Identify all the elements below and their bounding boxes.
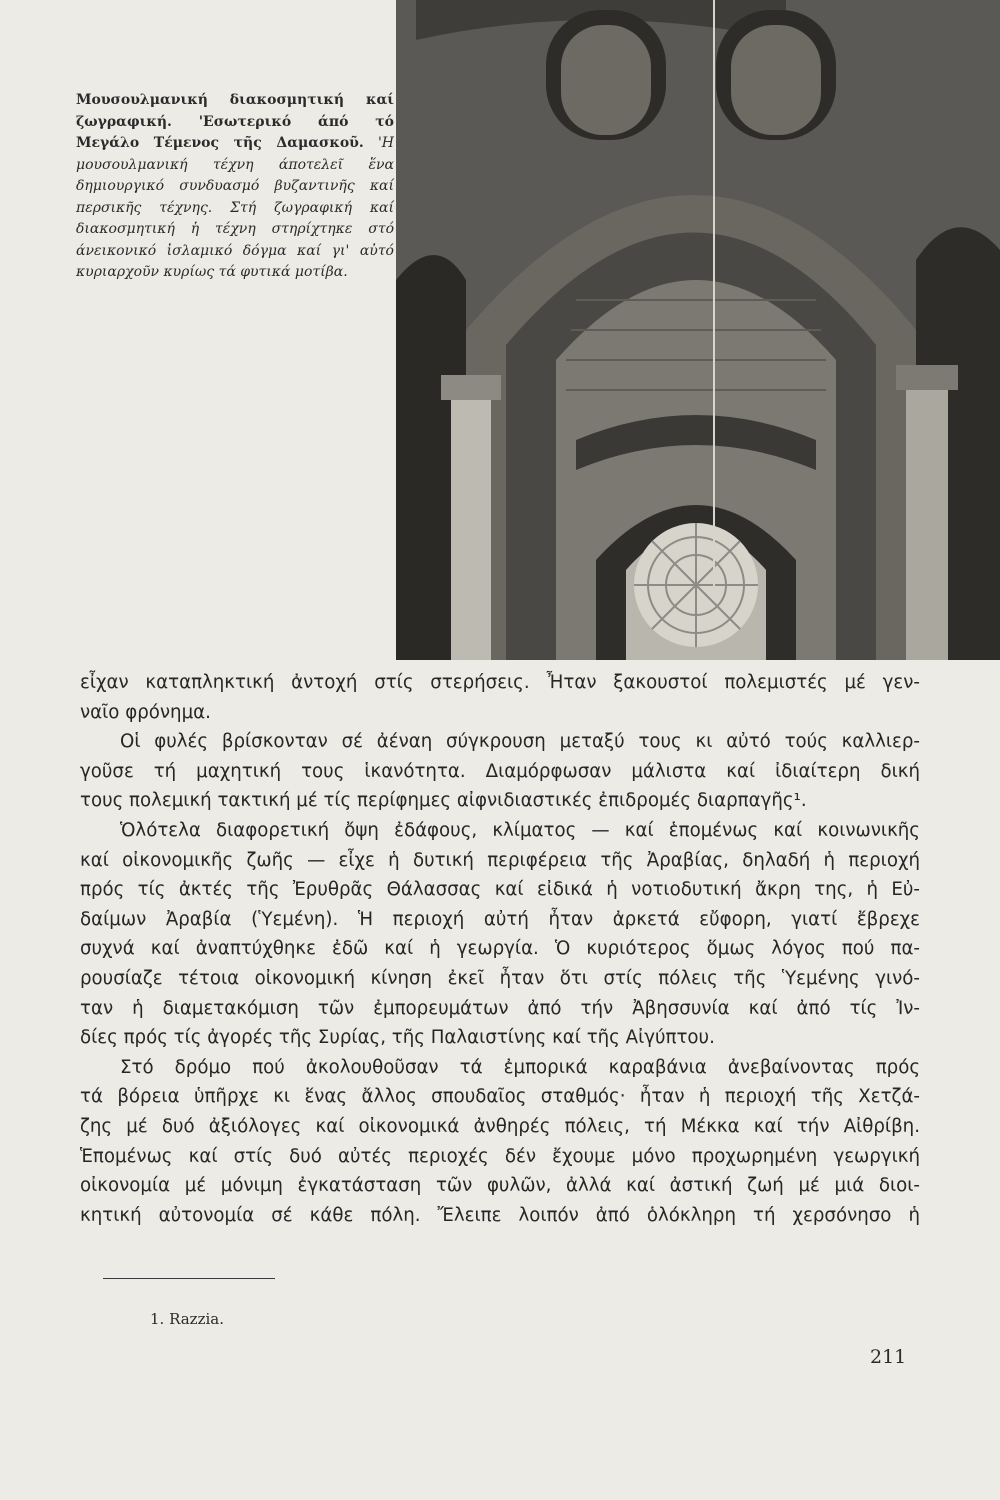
mosque-interior-illustration (396, 0, 1000, 660)
text-line: συχνά καί ἀναπτύχθηκε ἐδῶ καί ἡ γεωργία. Ὁ κυριότερος ὅμως λόγος πού πα- (80, 938, 920, 960)
text-line: καί οἰκονομικῆς ζωῆς — εἶχε ἡ δυτική περιφέρεια τῆς Ἀραβίας, δηλαδή ἡ περιοχή (80, 849, 920, 871)
text-line: ζης μέ δυό ἀξιόλογες καί οἰκονομικά ἀνθηρές πόλεις, τή Μέκκα καί τήν Αἰθρίβη. (80, 1115, 920, 1137)
text-line: ναῖο φρόνημα. (80, 701, 211, 723)
page-number: 211 (870, 1346, 907, 1368)
mosque-interior-photo (396, 0, 1000, 660)
text-line: τους πολεμική τακτική μέ τίς περίφημες αἰφνιδιαστικές ἐπιδρομές διαρπαγῆς¹. (80, 790, 807, 812)
text-line: ταν ἡ διαμετακόμιση τῶν ἐμπορευμάτων ἀπό τήν Ἀβησσυνία καί ἀπό τίς Ἰν- (80, 997, 920, 1019)
text-line: γοῦσε τή μαχητική τους ἱκανότητα. Διαμόρφωσαν μάλιστα καί ἰδιαίτερη δική (80, 760, 920, 782)
text-line: εἶχαν καταπληκτική ἀντοχή στίς στερήσεις. Ἦταν ξακουστοί πολεμιστές μέ γεν- (80, 672, 920, 693)
footnote-divider (103, 1278, 275, 1279)
text-line: κητική αὐτονομία σέ κάθε πόλη. Ἔλειπε λοιπόν ἀπό ὁλόκληρη τή χερσόνησο ἡ (80, 1204, 920, 1226)
text-line: Στό δρόμο πού ἀκολουθοῦσαν τά ἐμπορικά καραβάνια ἀνεβαίνοντας πρός (120, 1056, 920, 1078)
text-line: δίες πρός τίς ἀγορές τῆς Συρίας, τῆς Παλαιστίνης καί τῆς Αἰγύπτου. (80, 1027, 715, 1049)
main-text (80, 668, 920, 1230)
text-line: Ἑπομένως καί στίς δυό αὐτές περιοχές δέν ἔχουμε μόνο προχωρημένη γεωργική (80, 1145, 920, 1167)
photo-caption (76, 90, 394, 284)
text-line: Ὁλότελα διαφορετική ὄψη ἐδάφους, κλίματος — καί ἑπομένως καί κοινωνικῆς (120, 819, 920, 841)
text-line: τά βόρεια ὑπῆρχε κι ἕνας ἄλλος σπουδαῖος σταθμός· ἦταν ἡ περιοχή τῆς Χετζά- (80, 1086, 920, 1108)
text-line: Οἱ φυλές βρίσκονταν σέ ἀέναη σύγκρουση μεταξύ τους κι αὐτό τούς καλλιερ- (120, 731, 920, 753)
text-line: δαίμων Ἀραβία (Ὑεμένη). Ἡ περιοχή αὐτή ἦταν ἀρκετά εὔφορη, γιατί ἔβρεχε (80, 908, 920, 930)
caption-title: Μουσουλμανική διακοσμητική καί ζωγραφική. 'Εσωτερικό άπό τό Μεγάλο Τέμενος τῆς Δαμασκοῦ. (76, 92, 394, 151)
caption-description: 'Η μουσουλμανική τέχνη άποτελεῖ ἕνα δημιουργικό συνδυασμό βυζαντινῆς καί περσικῆς τέχνης. Στή ζωγραφική καί διακοσμητική ἡ τέχνη στηρίχτηκε στό άνεικονικό ἰσλαμικό δόγμα καί γι' αὐτό κυριαρχοῦν κυρίως τά φυτικά μοτίβα. (76, 135, 395, 280)
text-line: οἰκονομία μέ μόνιμη ἐγκατάσταση τῶν φυλῶν, ἀλλά καί ἀστική ζωή μέ μιά διοι- (80, 1175, 920, 1197)
footnote: 1. Razzia. (150, 1310, 224, 1328)
text-line: ρουσίαζε τέτοια οἰκονομική κίνηση ἐκεῖ ἦταν ὅτι στίς πόλεις τῆς Ὑεμένης γινό- (80, 967, 920, 989)
text-line: πρός τίς ἀκτές τῆς Ἐρυθρᾶς Θάλασσας καί εἰδικά ἡ νοτιοδυτική ἄκρη της, ἡ Εὐ- (80, 879, 920, 901)
